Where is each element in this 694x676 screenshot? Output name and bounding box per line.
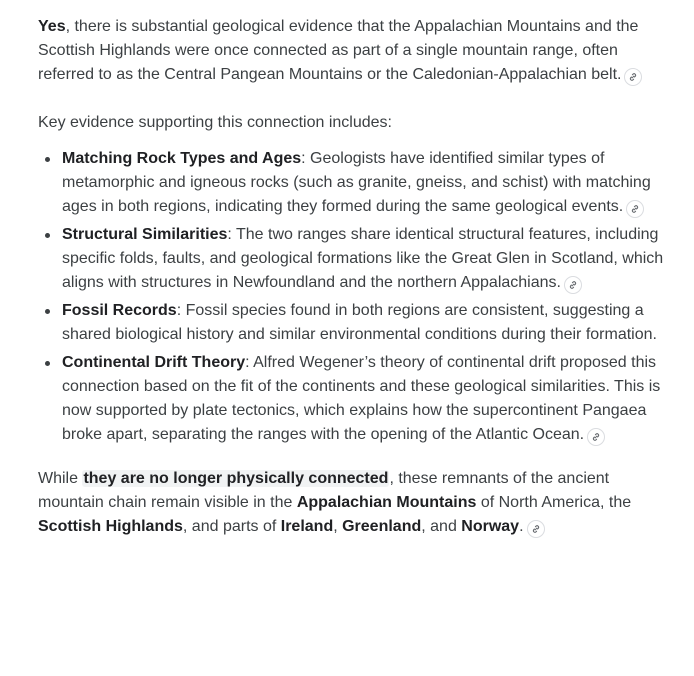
evidence-title: Fossil Records (62, 302, 177, 319)
place-norway: Norway (461, 518, 520, 535)
intro-text: , there is substantial geological evidence that the Appalachian Mountains and the Scottish Highlands were once connected as part of a single mountain range, often referred to as the Central Pangean Mountains or the Caledonian-Appalachian belt. (38, 18, 639, 83)
conclusion-text: , (333, 518, 343, 535)
place-appalachian: Appalachian Mountains (296, 494, 477, 511)
evidence-title: Structural Similarities (62, 226, 228, 243)
evidence-text: : Fossil species found in both regions are consistent, suggesting a shared biological history and similar environmental conditions during their formation. (62, 302, 657, 343)
evidence-item-continental-drift (38, 351, 668, 447)
citation-link-button[interactable] (527, 520, 545, 538)
link-icon (568, 280, 578, 290)
place-scottish-highlands: Scottish Highlands (38, 518, 183, 535)
evidence-title: Matching Rock Types and Ages (62, 150, 302, 167)
citation-link-button[interactable] (564, 276, 582, 294)
evidence-text: : The two ranges share identical structural features, including specific folds, faults, and geological formations like the Great Glen in Scotland, which aligns with structures in Newfoundland and the northern Appalachians. (62, 226, 664, 291)
conclusion-text: While (38, 470, 83, 487)
place-greenland: Greenland (342, 518, 422, 535)
link-icon (591, 432, 601, 442)
place-ireland: Ireland (280, 518, 334, 535)
evidence-item-fossil (38, 299, 668, 347)
conclusion-text: , and parts of (182, 518, 281, 535)
link-icon (628, 72, 638, 82)
link-icon (531, 524, 541, 534)
evidence-list (38, 147, 668, 447)
link-icon (630, 204, 640, 214)
conclusion-text: of North America, the (476, 494, 632, 511)
citation-link-button[interactable] (587, 428, 605, 446)
conclusion-text: , these remnants of the ancient mountain chain remain visible in the (38, 470, 610, 511)
key-evidence-heading: Key evidence supporting this connection includes: (38, 114, 392, 131)
conclusion-text: , and (421, 518, 462, 535)
evidence-item-structural (38, 223, 668, 295)
evidence-text: : Alfred Wegener’s theory of continental drift proposed this connection based on the fit of the continents and these geological similarities. This is now supported by plate tectonics, which explains how the supercontinent Pangaea broke apart, separating the ranges with the opening of the Atlantic Ocean. (62, 354, 661, 443)
conclusion-text: . (519, 518, 524, 535)
citation-link-button[interactable] (624, 68, 642, 86)
evidence-item-rock-types (38, 147, 668, 219)
evidence-title: Continental Drift Theory (62, 354, 246, 371)
intro-yes: Yes (38, 18, 66, 35)
evidence-text: : Geologists have identified similar types of metamorphic and igneous rocks (such as granite, gneiss, and schist) with matching ages in both regions, indicating they formed during the same geological events. (62, 150, 651, 215)
highlighted-phrase: they are no longer physically connected (83, 470, 389, 487)
conclusion-paragraph (38, 467, 668, 539)
citation-link-button[interactable] (626, 200, 644, 218)
intro-paragraph (38, 15, 668, 87)
ai-answer (38, 15, 668, 539)
